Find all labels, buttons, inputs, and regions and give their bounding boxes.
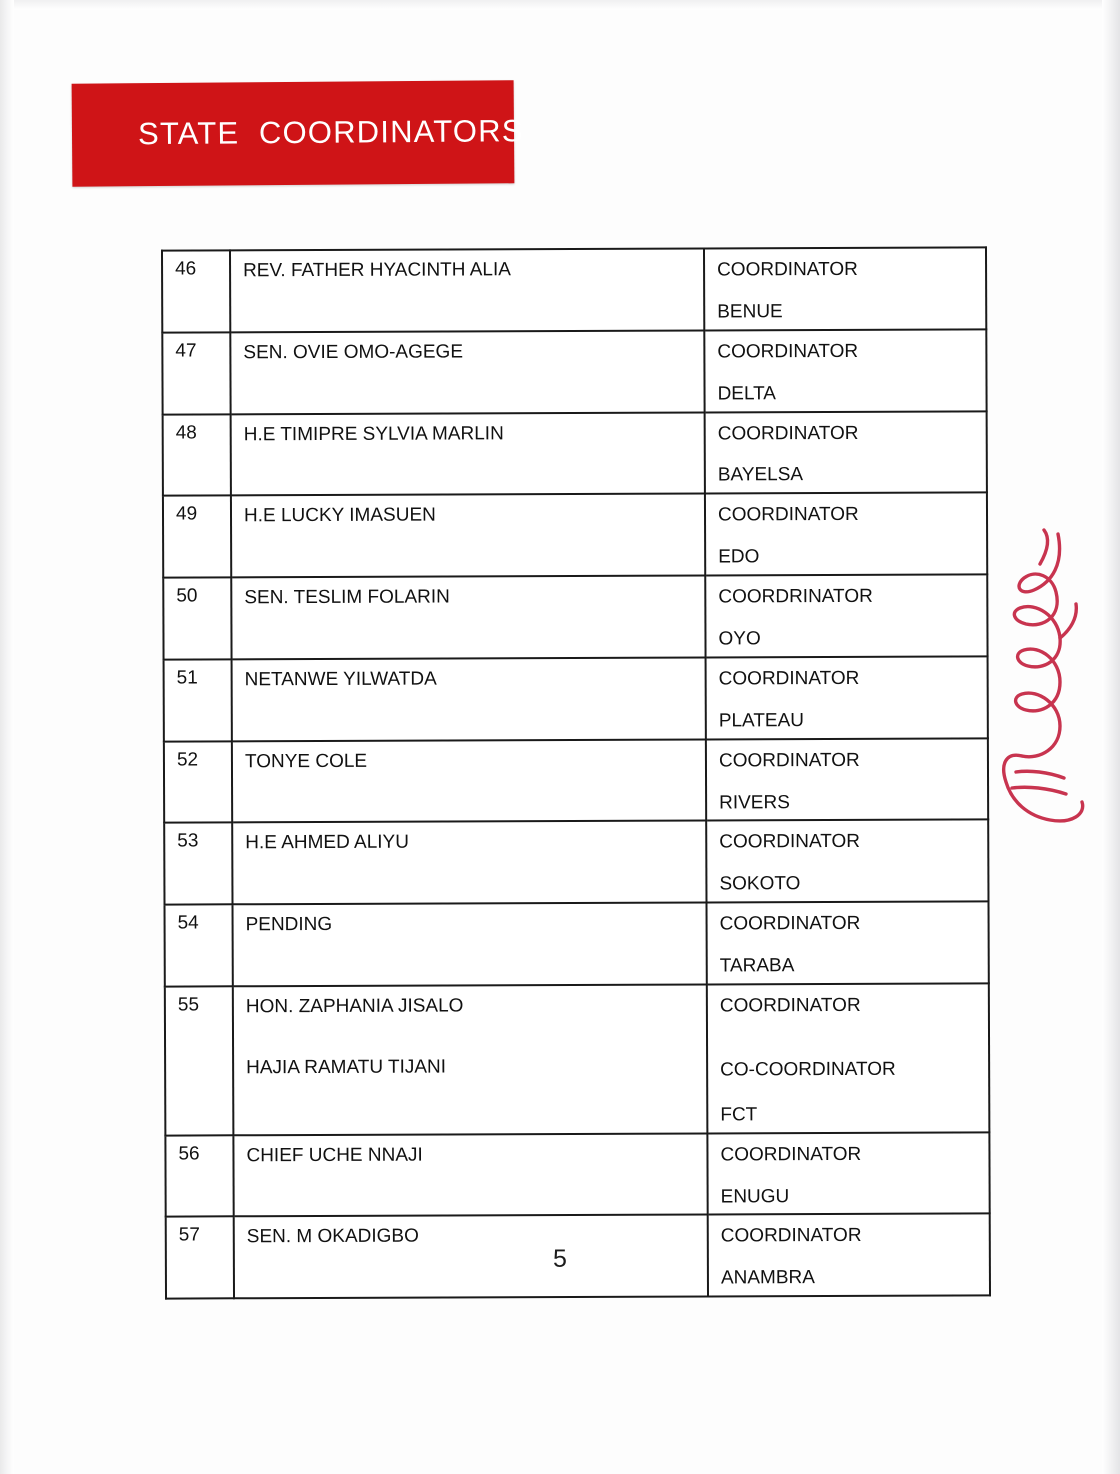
- role-state-cell: [706, 494, 986, 575]
- title-banner: [72, 80, 524, 186]
- role-label: COORDINATOR: [718, 749, 860, 772]
- table-row: [165, 983, 990, 1135]
- cell-number: [163, 496, 231, 578]
- role-label: COORDINATOR: [717, 340, 859, 363]
- state-label: ENUGU: [720, 1185, 790, 1208]
- coordinator-name: H.E TIMIPRE SYLVIA MARLIN: [243, 422, 504, 445]
- table-row: [162, 329, 986, 414]
- role-label: COORDINATOR: [719, 994, 861, 1017]
- cell-role-state: [705, 493, 987, 576]
- row-number: 51: [176, 667, 198, 689]
- coordinator-name: H.E AHMED ALIYU: [245, 832, 409, 854]
- row-number: 46: [175, 258, 197, 280]
- cell-number: [163, 577, 231, 659]
- table-row: [163, 493, 987, 578]
- row-number: 53: [177, 830, 199, 852]
- role-state-cell: [705, 330, 985, 411]
- state-label: SOKOTO: [719, 873, 801, 895]
- state-label: OYO: [718, 628, 761, 650]
- co-role-label: CO-COORDINATOR: [720, 1058, 896, 1081]
- state-label: DELTA: [717, 382, 777, 405]
- table-row: [164, 820, 988, 905]
- coordinator-name-cell: [235, 1216, 707, 1249]
- role-label: COORDINATOR: [720, 1225, 862, 1247]
- state-label: TARABA: [719, 955, 795, 977]
- row-number: 52: [176, 749, 199, 771]
- role-state-cell: [707, 657, 987, 738]
- cell-name: [230, 330, 704, 414]
- role-label: COORDINATOR: [719, 831, 861, 853]
- cell-role-state: [706, 902, 988, 985]
- cell-role-state: [706, 820, 988, 903]
- state-label: EDO: [718, 546, 760, 568]
- cell-name: [232, 821, 706, 905]
- cell-name: [230, 249, 704, 333]
- row-number: 56: [178, 1143, 200, 1165]
- co-coordinator-name: HAJIA RAMATU TIJANI: [246, 1056, 447, 1079]
- role-state-cell: [707, 821, 987, 902]
- coordinator-name-cell: [234, 1134, 706, 1167]
- cell-number: [165, 905, 233, 987]
- row-number: 49: [175, 503, 198, 525]
- coordinator-name-cell: [234, 986, 706, 1080]
- cell-number: [164, 659, 232, 741]
- cell-name: [231, 412, 705, 496]
- row-number: 57: [178, 1224, 200, 1247]
- role-state-cell: [706, 576, 986, 657]
- cell-role-state: [704, 329, 986, 412]
- role-label: COORDRINATOR: [718, 585, 873, 608]
- coordinator-name-cell: [231, 250, 703, 283]
- scan-edge-top: [0, 0, 1120, 10]
- coordinator-name: SEN. TESLIM FOLARIN: [244, 586, 450, 609]
- state-label: BAYELSA: [717, 464, 804, 486]
- role-state-cell: [708, 984, 989, 1132]
- table-row: [164, 738, 988, 823]
- page-title: STATE COORDINATORS: [137, 113, 524, 152]
- role-state-cell: [707, 739, 987, 820]
- state-label: BENUE: [717, 301, 783, 323]
- cell-name: [233, 985, 708, 1135]
- role-state-cell: [708, 903, 988, 984]
- coordinator-name: NETANWE YILWATDA: [244, 668, 437, 691]
- coordinator-name-cell: [233, 822, 705, 855]
- cell-number: [165, 986, 234, 1135]
- cell-role-state: [705, 411, 987, 494]
- cell-number: [162, 332, 230, 414]
- state-label: PLATEAU: [718, 709, 805, 732]
- cell-name: [233, 903, 707, 987]
- handwritten-signature: [986, 520, 1106, 850]
- cell-number: [165, 1135, 233, 1217]
- cell-role-state: [707, 983, 990, 1133]
- coordinator-name: H.E LUCKY IMASUEN: [243, 504, 436, 527]
- coordinator-name: TONYE COLE: [244, 750, 368, 772]
- coordinator-name-cell: [233, 740, 705, 773]
- coordinator-name-cell: [232, 495, 704, 528]
- page-number: 5: [553, 1245, 567, 1273]
- row-number: 54: [177, 912, 199, 934]
- role-label: COORDINATOR: [717, 422, 859, 445]
- coordinators-table: [161, 246, 991, 1299]
- cell-number: [164, 741, 232, 823]
- cell-name: [231, 494, 705, 578]
- role-label: COORDINATOR: [719, 913, 861, 935]
- table-row: [163, 411, 987, 496]
- cell-role-state: [706, 656, 988, 739]
- role-state-cell: [708, 1133, 988, 1214]
- state-label: ANAMBRA: [720, 1267, 815, 1289]
- coordinator-name-cell: [233, 658, 705, 691]
- state-label: RIVERS: [719, 791, 790, 814]
- cell-number: [164, 823, 232, 905]
- cell-role-state: [704, 247, 986, 330]
- coordinator-name: SEN. OVIE OMO-AGEGE: [243, 341, 464, 364]
- role-label: COORDINATOR: [720, 1143, 862, 1166]
- row-number: 55: [177, 994, 200, 1016]
- cell-name: [232, 739, 706, 823]
- cell-name: [231, 576, 705, 660]
- table-row: [165, 902, 989, 987]
- coordinator-name-cell: [232, 413, 704, 446]
- cell-role-state: [705, 575, 987, 658]
- table-row: [162, 247, 986, 332]
- cell-role-state: [706, 738, 988, 821]
- coordinator-name: SEN. M OKADIGBO: [246, 1226, 419, 1248]
- cell-name: [233, 1133, 707, 1217]
- row-number: 48: [175, 422, 197, 444]
- coordinators-table-container: [161, 246, 989, 1299]
- role-state-cell: [706, 412, 986, 493]
- table-row: [165, 1132, 989, 1217]
- role-state-cell: [705, 248, 985, 329]
- coordinator-name: PENDING: [245, 914, 333, 936]
- role-label: COORDINATOR: [717, 504, 859, 526]
- role-label: COORDINATOR: [718, 667, 860, 690]
- role-label: COORDINATOR: [717, 258, 858, 281]
- state-label: FCT: [720, 1104, 758, 1126]
- coordinator-name: HON. ZAPHANIA JISALO: [245, 995, 464, 1018]
- coordinator-name-cell: [232, 577, 704, 610]
- cell-number: [162, 250, 230, 332]
- cell-number: [163, 414, 231, 496]
- coordinator-name: REV. FATHER HYACINTH ALIA: [243, 259, 511, 282]
- cell-name: [232, 657, 706, 741]
- coordinator-name-cell: [234, 904, 706, 937]
- coordinator-name-cell: [231, 331, 703, 364]
- coordinator-name: CHIEF UCHE NNAJI: [246, 1144, 423, 1166]
- row-number: 50: [176, 585, 198, 607]
- table-row: [163, 575, 987, 660]
- row-number: 47: [175, 340, 197, 362]
- signature-icon: [986, 520, 1106, 850]
- table-row: [164, 656, 988, 741]
- cell-role-state: [707, 1132, 989, 1215]
